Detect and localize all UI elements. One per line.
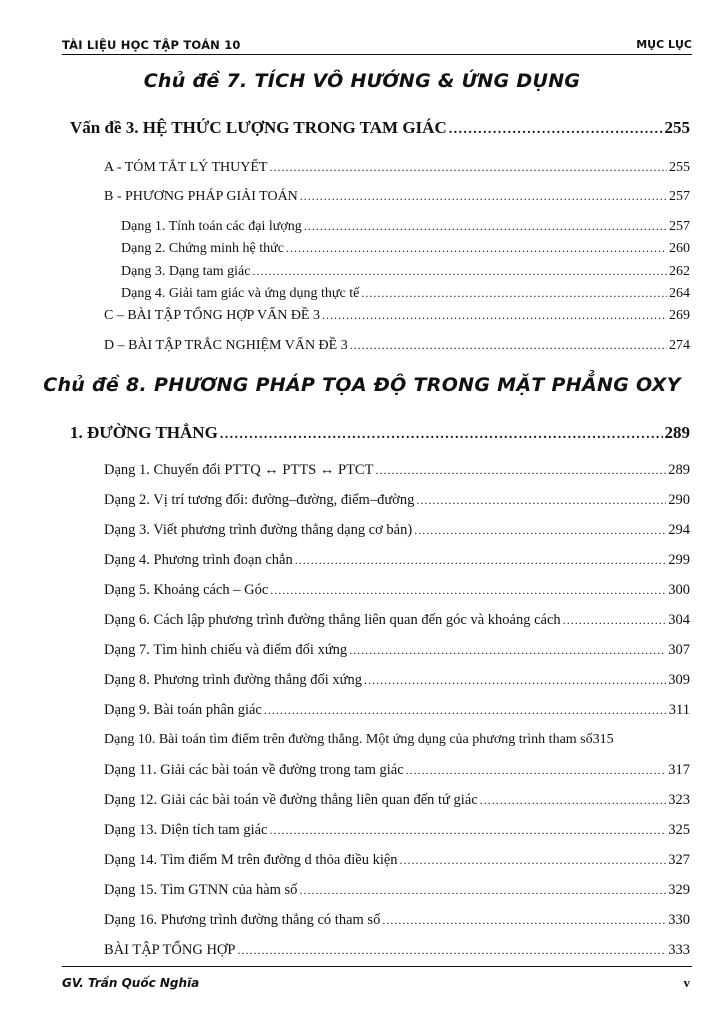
toc-page-number: 289 (668, 462, 690, 478)
toc-entry[interactable] (104, 612, 690, 629)
toc-entry-title: BÀI TẬP TỔNG HỢP (104, 942, 236, 958)
toc-entry[interactable] (104, 912, 690, 929)
toc-dot-leader (361, 286, 667, 301)
toc-entry[interactable] (104, 308, 690, 324)
toc-section-title: 1. ĐƯỜNG THẲNG (70, 423, 218, 442)
toc-dot-leader (449, 122, 663, 138)
toc-entry-title: A - TÓM TẮT LÝ THUYẾT (104, 160, 268, 175)
toc-entry-title: Dạng 3. Dạng tam giác (121, 264, 251, 279)
toc-entry-title: Dạng 12. Giải các bài toán về đường thẳng liên quan đến tứ giác (104, 792, 478, 808)
toc-dot-leader (300, 189, 667, 204)
toc-dot-leader (237, 943, 666, 958)
header-book-title: TÀI LIỆU HỌC TẬP TOÁN 10 (62, 38, 241, 52)
toc-entry-title: Dạng 2. Chứng minh hệ thức (121, 241, 284, 256)
toc-page-number: 290 (668, 492, 690, 508)
chapter-8-title: Chủ đề 8. PHƯƠNG PHÁP TỌA ĐỘ TRONG MẶT PHẲNG OXY (43, 374, 681, 396)
toc-page-number: 315 (592, 732, 614, 747)
toc-dot-leader (286, 241, 667, 256)
toc-page-number: 294 (668, 522, 690, 538)
footer-rule (62, 966, 692, 967)
toc-page-number: 257 (669, 189, 690, 204)
toc-dot-leader (416, 493, 666, 508)
toc-entry[interactable] (104, 882, 690, 899)
toc-dot-leader (299, 883, 666, 898)
toc-page-number: 311 (668, 702, 690, 718)
toc-entry-title: Dạng 4. Giải tam giác và ứng dụng thực tế (121, 286, 360, 301)
toc-entry[interactable] (104, 462, 690, 479)
toc-section-chapter7[interactable] (70, 118, 690, 138)
header-section-title: MỤC LỤC (636, 38, 692, 51)
toc-page-number: 289 (664, 423, 690, 442)
toc-entry[interactable] (121, 264, 690, 280)
toc-dot-leader (304, 219, 667, 234)
toc-entry-title: Dạng 2. Vị trí tương đối: đường–đường, điểm–đường (104, 492, 415, 508)
toc-section-title: Vấn đề 3. HỆ THỨC LƯỢNG TRONG TAM GIÁC (70, 118, 447, 137)
toc-page-number: 333 (668, 942, 690, 958)
toc-page-number: 330 (668, 912, 690, 928)
toc-page-number: 274 (669, 338, 690, 353)
toc-page-number: 323 (668, 792, 690, 808)
toc-dot-leader (270, 583, 666, 598)
toc-entry[interactable] (104, 189, 690, 205)
toc-page-number: 309 (668, 672, 690, 688)
toc-entry[interactable] (104, 552, 690, 569)
toc-page-number: 317 (668, 762, 690, 778)
toc-entry-title: Dạng 1. Chuyển đổi PTTQ ↔ PTTS ↔ PTCT (104, 462, 374, 478)
toc-dot-leader (349, 643, 666, 658)
toc-dot-leader (414, 523, 666, 538)
toc-entry-title: Dạng 7. Tìm hình chiếu và điểm đối xứng (104, 642, 348, 658)
footer-author: GV. Trần Quốc Nghĩa (62, 976, 200, 990)
toc-page-number: 257 (669, 219, 690, 234)
toc-entry-title: Dạng 11. Giải các bài toán về đường trong tam giác (104, 762, 404, 778)
toc-dot-leader (322, 308, 667, 323)
toc-entry[interactable] (104, 762, 690, 779)
toc-dot-leader (406, 763, 667, 778)
toc-dot-leader (252, 264, 667, 279)
toc-entry-title: Dạng 15. Tìm GTNN của hàm số (104, 882, 298, 898)
toc-entry[interactable] (104, 338, 690, 354)
toc-entry[interactable] (104, 702, 690, 719)
header-rule (62, 54, 692, 55)
toc-dot-leader (400, 853, 667, 868)
toc-entry-title: C – BÀI TẬP TỔNG HỢP VẤN ĐỀ 3 (104, 308, 320, 323)
page-footer (62, 966, 692, 996)
toc-entry-title: Dạng 9. Bài toán phân giác (104, 702, 262, 718)
toc-dot-leader (269, 823, 666, 838)
toc-entry[interactable] (104, 160, 690, 176)
toc-entry[interactable] (104, 642, 690, 659)
toc-dot-leader (375, 463, 666, 478)
toc-dot-leader (295, 553, 667, 568)
toc-page-number: 307 (668, 642, 690, 658)
toc-entry-title: Dạng 10. Bài toán tìm điểm trên đường thẳng. Một ứng dụng của phương trình tham số (104, 732, 593, 747)
toc-entry[interactable] (104, 582, 690, 599)
toc-entry[interactable] (104, 822, 690, 839)
chapter-7-title: Chủ đề 7. TÍCH VÔ HƯỚNG & ỨNG DỤNG (143, 70, 581, 92)
footer-page-number: v (683, 975, 690, 990)
toc-dot-leader (364, 673, 666, 688)
toc-entry-title: Dạng 4. Phương trình đoạn chắn (104, 552, 293, 568)
toc-entry[interactable] (104, 732, 690, 748)
toc-entry-title: Dạng 13. Diện tích tam giác (104, 822, 268, 838)
toc-entry[interactable] (121, 241, 690, 257)
toc-page-number: 329 (668, 882, 690, 898)
toc-entry-title: Dạng 8. Phương trình đường thẳng đối xứng (104, 672, 363, 688)
toc-dot-leader (350, 338, 667, 353)
toc-page-number: 255 (664, 118, 690, 137)
toc-dot-leader (264, 703, 667, 718)
toc-entry[interactable] (121, 219, 690, 235)
toc-section-chapter8[interactable] (70, 423, 690, 443)
toc-page-number: 325 (668, 822, 690, 838)
toc-entry-title: Dạng 16. Phương trình đường thẳng có tham số (104, 912, 381, 928)
toc-page-number: 262 (669, 264, 690, 279)
toc-entry-title: Dạng 14. Tìm điểm M trên đường d thỏa điều kiện (104, 852, 398, 868)
toc-entry[interactable] (104, 522, 690, 539)
toc-page-number: 269 (669, 308, 690, 323)
toc-page-number: 264 (669, 286, 690, 301)
toc-dot-leader (269, 160, 667, 175)
toc-entry[interactable] (121, 286, 690, 302)
toc-entry-title: Dạng 1. Tính toán các đại lượng (121, 219, 302, 234)
toc-entry-title: Dạng 3. Viết phương trình đường thẳng dạng cơ bản) (104, 522, 413, 538)
toc-entry[interactable] (104, 672, 690, 689)
toc-dot-leader (382, 913, 666, 928)
toc-entry-title: Dạng 5. Khoảng cách – Góc (104, 582, 269, 598)
toc-dot-leader (220, 427, 663, 443)
toc-dot-leader (480, 793, 667, 808)
toc-entry[interactable] (104, 852, 690, 869)
toc-page-number: 255 (669, 160, 690, 175)
toc-entry[interactable] (104, 792, 690, 809)
page-header (62, 33, 692, 55)
toc-page-number: 299 (668, 552, 690, 568)
toc-entry[interactable] (104, 942, 690, 959)
toc-page-number: 300 (668, 582, 690, 598)
toc-entry-title: B - PHƯƠNG PHÁP GIẢI TOÁN (104, 189, 298, 204)
toc-entry-title: D – BÀI TẬP TRẮC NGHIỆM VẤN ĐỀ 3 (104, 338, 348, 353)
toc-page-number: 260 (669, 241, 690, 256)
toc-page-number: 304 (668, 612, 690, 628)
toc-page-number: 327 (668, 852, 690, 868)
toc-entry-title: Dạng 6. Cách lập phương trình đường thẳng liên quan đến góc và khoảng cách (104, 612, 561, 628)
toc-dot-leader (563, 613, 667, 628)
toc-entry[interactable] (104, 492, 690, 509)
